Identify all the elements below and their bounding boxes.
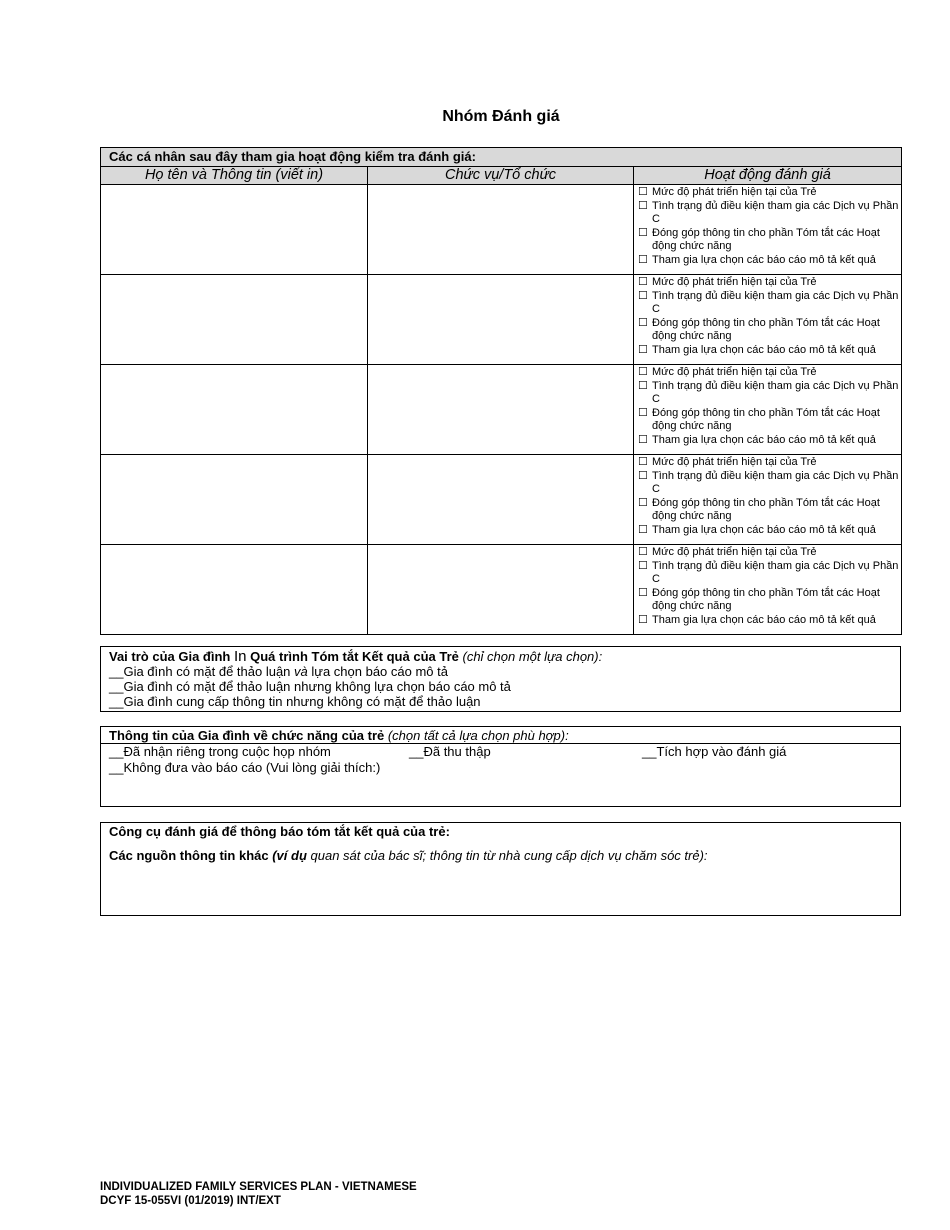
activity-checkbox-item[interactable] [638, 524, 901, 537]
activities-cell [634, 185, 902, 275]
activity-label: Mức độ phát triển hiện tại của Trẻ [652, 546, 817, 558]
activity-label: Tình trạng đủ điều kiện tham gia các Dịch vụ Phần C [652, 560, 899, 585]
checkbox-icon[interactable]: ☐ [638, 380, 648, 392]
table-row [101, 545, 902, 635]
option-text: lựa chọn báo cáo mô tả [307, 664, 448, 679]
activity-label: Tình trạng đủ điều kiện tham gia các Dịch vụ Phần C [652, 290, 899, 315]
checkbox-icon[interactable]: ☐ [638, 614, 648, 626]
form-footer [100, 1180, 417, 1208]
position-cell[interactable] [368, 545, 634, 635]
family-role-title: Vai trò của Gia đình [109, 649, 234, 664]
activity-checkbox-item[interactable] [638, 497, 901, 523]
checkbox-icon[interactable]: ☐ [638, 407, 648, 419]
activity-checkbox-item[interactable] [638, 470, 901, 496]
checkbox-icon[interactable]: ☐ [638, 317, 648, 329]
activity-checkbox-item[interactable] [638, 227, 901, 253]
family-role-option[interactable]: __Gia đình có mặt để thảo luận nhưng không lựa chọn báo cáo mô tả [109, 679, 511, 694]
family-role-option[interactable]: __Gia đình cung cấp thông tin nhưng không có mặt để thảo luận [109, 694, 481, 709]
activity-label: Tham gia lựa chọn các báo cáo mô tả kết quả [652, 254, 876, 266]
activity-checkbox-item[interactable] [638, 344, 901, 357]
family-info-option[interactable]: __Không đưa vào báo cáo (Vui lòng giải thích:) [109, 760, 381, 775]
activity-label: Đóng góp thông tin cho phần Tóm tắt các Hoạt động chức năng [652, 497, 880, 522]
assessment-team-table [100, 147, 902, 635]
activity-label: Tham gia lựa chọn các báo cáo mô tả kết quả [652, 614, 876, 626]
activity-checkbox-item[interactable] [638, 186, 901, 199]
checkbox-icon[interactable]: ☐ [638, 497, 648, 509]
checkbox-icon[interactable]: ☐ [638, 186, 648, 198]
name-cell[interactable] [101, 365, 368, 455]
checkbox-icon[interactable]: ☐ [638, 290, 648, 302]
checkbox-icon[interactable]: ☐ [638, 587, 648, 599]
activity-label: Tham gia lựa chọn các báo cáo mô tả kết quả [652, 344, 876, 356]
option-text-italic: và [294, 664, 308, 679]
page-title: Nhóm Đánh giá [442, 108, 560, 125]
name-cell[interactable] [101, 185, 368, 275]
activity-label: Tình trạng đủ điều kiện tham gia các Dịch vụ Phần C [652, 470, 899, 495]
family-role-title-in: In [233, 648, 247, 665]
column-header-position: Chức vụ/Tổ chức [368, 167, 634, 185]
activity-label: Đóng góp thông tin cho phần Tóm tắt các Hoạt động chức năng [652, 587, 880, 612]
activity-label: Tham gia lựa chọn các báo cáo mô tả kết quả [652, 524, 876, 536]
activity-label: Mức độ phát triển hiện tại của Trẻ [652, 186, 817, 198]
family-info-option[interactable]: __Đã thu thập [409, 744, 491, 759]
option-text: __Gia đình có mặt để thảo luận [109, 664, 295, 679]
table-row [101, 275, 902, 365]
activity-label: Tình trạng đủ điều kiện tham gia các Dịch vụ Phần C [652, 380, 899, 405]
position-cell[interactable] [368, 455, 634, 545]
activity-label: Đóng góp thông tin cho phần Tóm tắt các Hoạt động chức năng [652, 407, 880, 432]
activity-checkbox-item[interactable] [638, 434, 901, 447]
table-row [101, 185, 902, 275]
activity-checkbox-item[interactable] [638, 407, 901, 433]
family-info-title: Thông tin của Gia đình về chức năng của trẻ [109, 728, 385, 743]
footer-form-number: DCYF 15-055VI (01/2019) INT/EXT [100, 1195, 281, 1207]
activity-label: Đóng góp thông tin cho phần Tóm tắt các Hoạt động chức năng [652, 317, 880, 342]
checkbox-icon[interactable]: ☐ [638, 344, 648, 356]
activity-checkbox-item[interactable] [638, 254, 901, 267]
activity-checkbox-item[interactable] [638, 614, 901, 627]
activity-checkbox-item[interactable] [638, 366, 901, 379]
activity-label: Tình trạng đủ điều kiện tham gia các Dịch vụ Phần C [652, 200, 899, 225]
family-role-note: (chỉ chọn một lựa chọn): [458, 649, 603, 664]
activities-cell [634, 275, 902, 365]
checkbox-icon[interactable]: ☐ [638, 200, 648, 212]
activity-checkbox-item[interactable] [638, 317, 901, 343]
table-row [101, 455, 902, 545]
checkbox-icon[interactable]: ☐ [638, 434, 648, 446]
activity-label: Mức độ phát triển hiện tại của Trẻ [652, 366, 817, 378]
other-sources-example: (ví dụ [272, 848, 307, 863]
checkbox-icon[interactable]: ☐ [638, 366, 648, 378]
activity-label: Tham gia lựa chọn các báo cáo mô tả kết quả [652, 434, 876, 446]
other-sources-note: quan sát của bác sĩ; thông tin từ nhà cung cấp dịch vụ chăm sóc trẻ): [306, 848, 708, 863]
name-cell[interactable] [101, 455, 368, 545]
activity-checkbox-item[interactable] [638, 276, 901, 289]
column-header-name: Họ tên và Thông tin (viết in) [101, 167, 368, 185]
checkbox-icon[interactable]: ☐ [638, 276, 648, 288]
activities-cell [634, 455, 902, 545]
family-role-section [100, 646, 901, 712]
activity-checkbox-item[interactable] [638, 290, 901, 316]
checkbox-icon[interactable]: ☐ [638, 546, 648, 558]
activity-checkbox-item[interactable] [638, 560, 901, 586]
checkbox-icon[interactable]: ☐ [638, 227, 648, 239]
name-cell[interactable] [101, 545, 368, 635]
position-cell[interactable] [368, 275, 634, 365]
checkbox-icon[interactable]: ☐ [638, 524, 648, 536]
column-header-activities: Hoạt động đánh giá [634, 167, 902, 185]
table-row [101, 365, 902, 455]
activities-cell [634, 365, 902, 455]
checkbox-icon[interactable]: ☐ [638, 456, 648, 468]
checkbox-icon[interactable]: ☐ [638, 470, 648, 482]
family-info-option[interactable]: __Tích hợp vào đánh giá [642, 744, 787, 759]
family-info-section [100, 726, 901, 807]
position-cell[interactable] [368, 365, 634, 455]
other-sources [101, 848, 900, 863]
assessment-tools-section [100, 822, 901, 916]
activity-checkbox-item[interactable] [638, 456, 901, 469]
activities-cell [634, 545, 902, 635]
activity-checkbox-item[interactable] [638, 200, 901, 226]
activity-label: Mức độ phát triển hiện tại của Trẻ [652, 456, 817, 468]
activity-checkbox-item[interactable] [638, 587, 901, 613]
checkbox-icon[interactable]: ☐ [638, 254, 648, 266]
family-info-note: (chọn tất cả lựa chọn phù hợp): [384, 728, 569, 743]
activity-label: Mức độ phát triển hiện tại của Trẻ [652, 276, 817, 288]
checkbox-icon[interactable]: ☐ [638, 560, 648, 572]
tools-label: Công cụ đánh giá để thông báo tóm tắt kết quả của trẻ: [109, 824, 450, 839]
activity-label: Đóng góp thông tin cho phần Tóm tắt các Hoạt động chức năng [652, 227, 880, 252]
other-sources-label: Các nguồn thông tin khác [109, 848, 273, 863]
family-role-option[interactable] [101, 664, 900, 679]
family-role-title-rest: Quá trình Tóm tắt Kết quả của Trẻ [246, 649, 459, 664]
footer-title: INDIVIDUALIZED FAMILY SERVICES PLAN - VIETNAMESE [100, 1181, 417, 1193]
table-caption: Các cá nhân sau đây tham gia hoạt động kiểm tra đánh giá: [101, 148, 902, 167]
activity-checkbox-item[interactable] [638, 380, 901, 406]
position-cell[interactable] [368, 185, 634, 275]
family-info-option[interactable]: __Đã nhận riêng trong cuộc họp nhóm [109, 744, 331, 759]
activity-checkbox-item[interactable] [638, 546, 901, 559]
name-cell[interactable] [101, 275, 368, 365]
